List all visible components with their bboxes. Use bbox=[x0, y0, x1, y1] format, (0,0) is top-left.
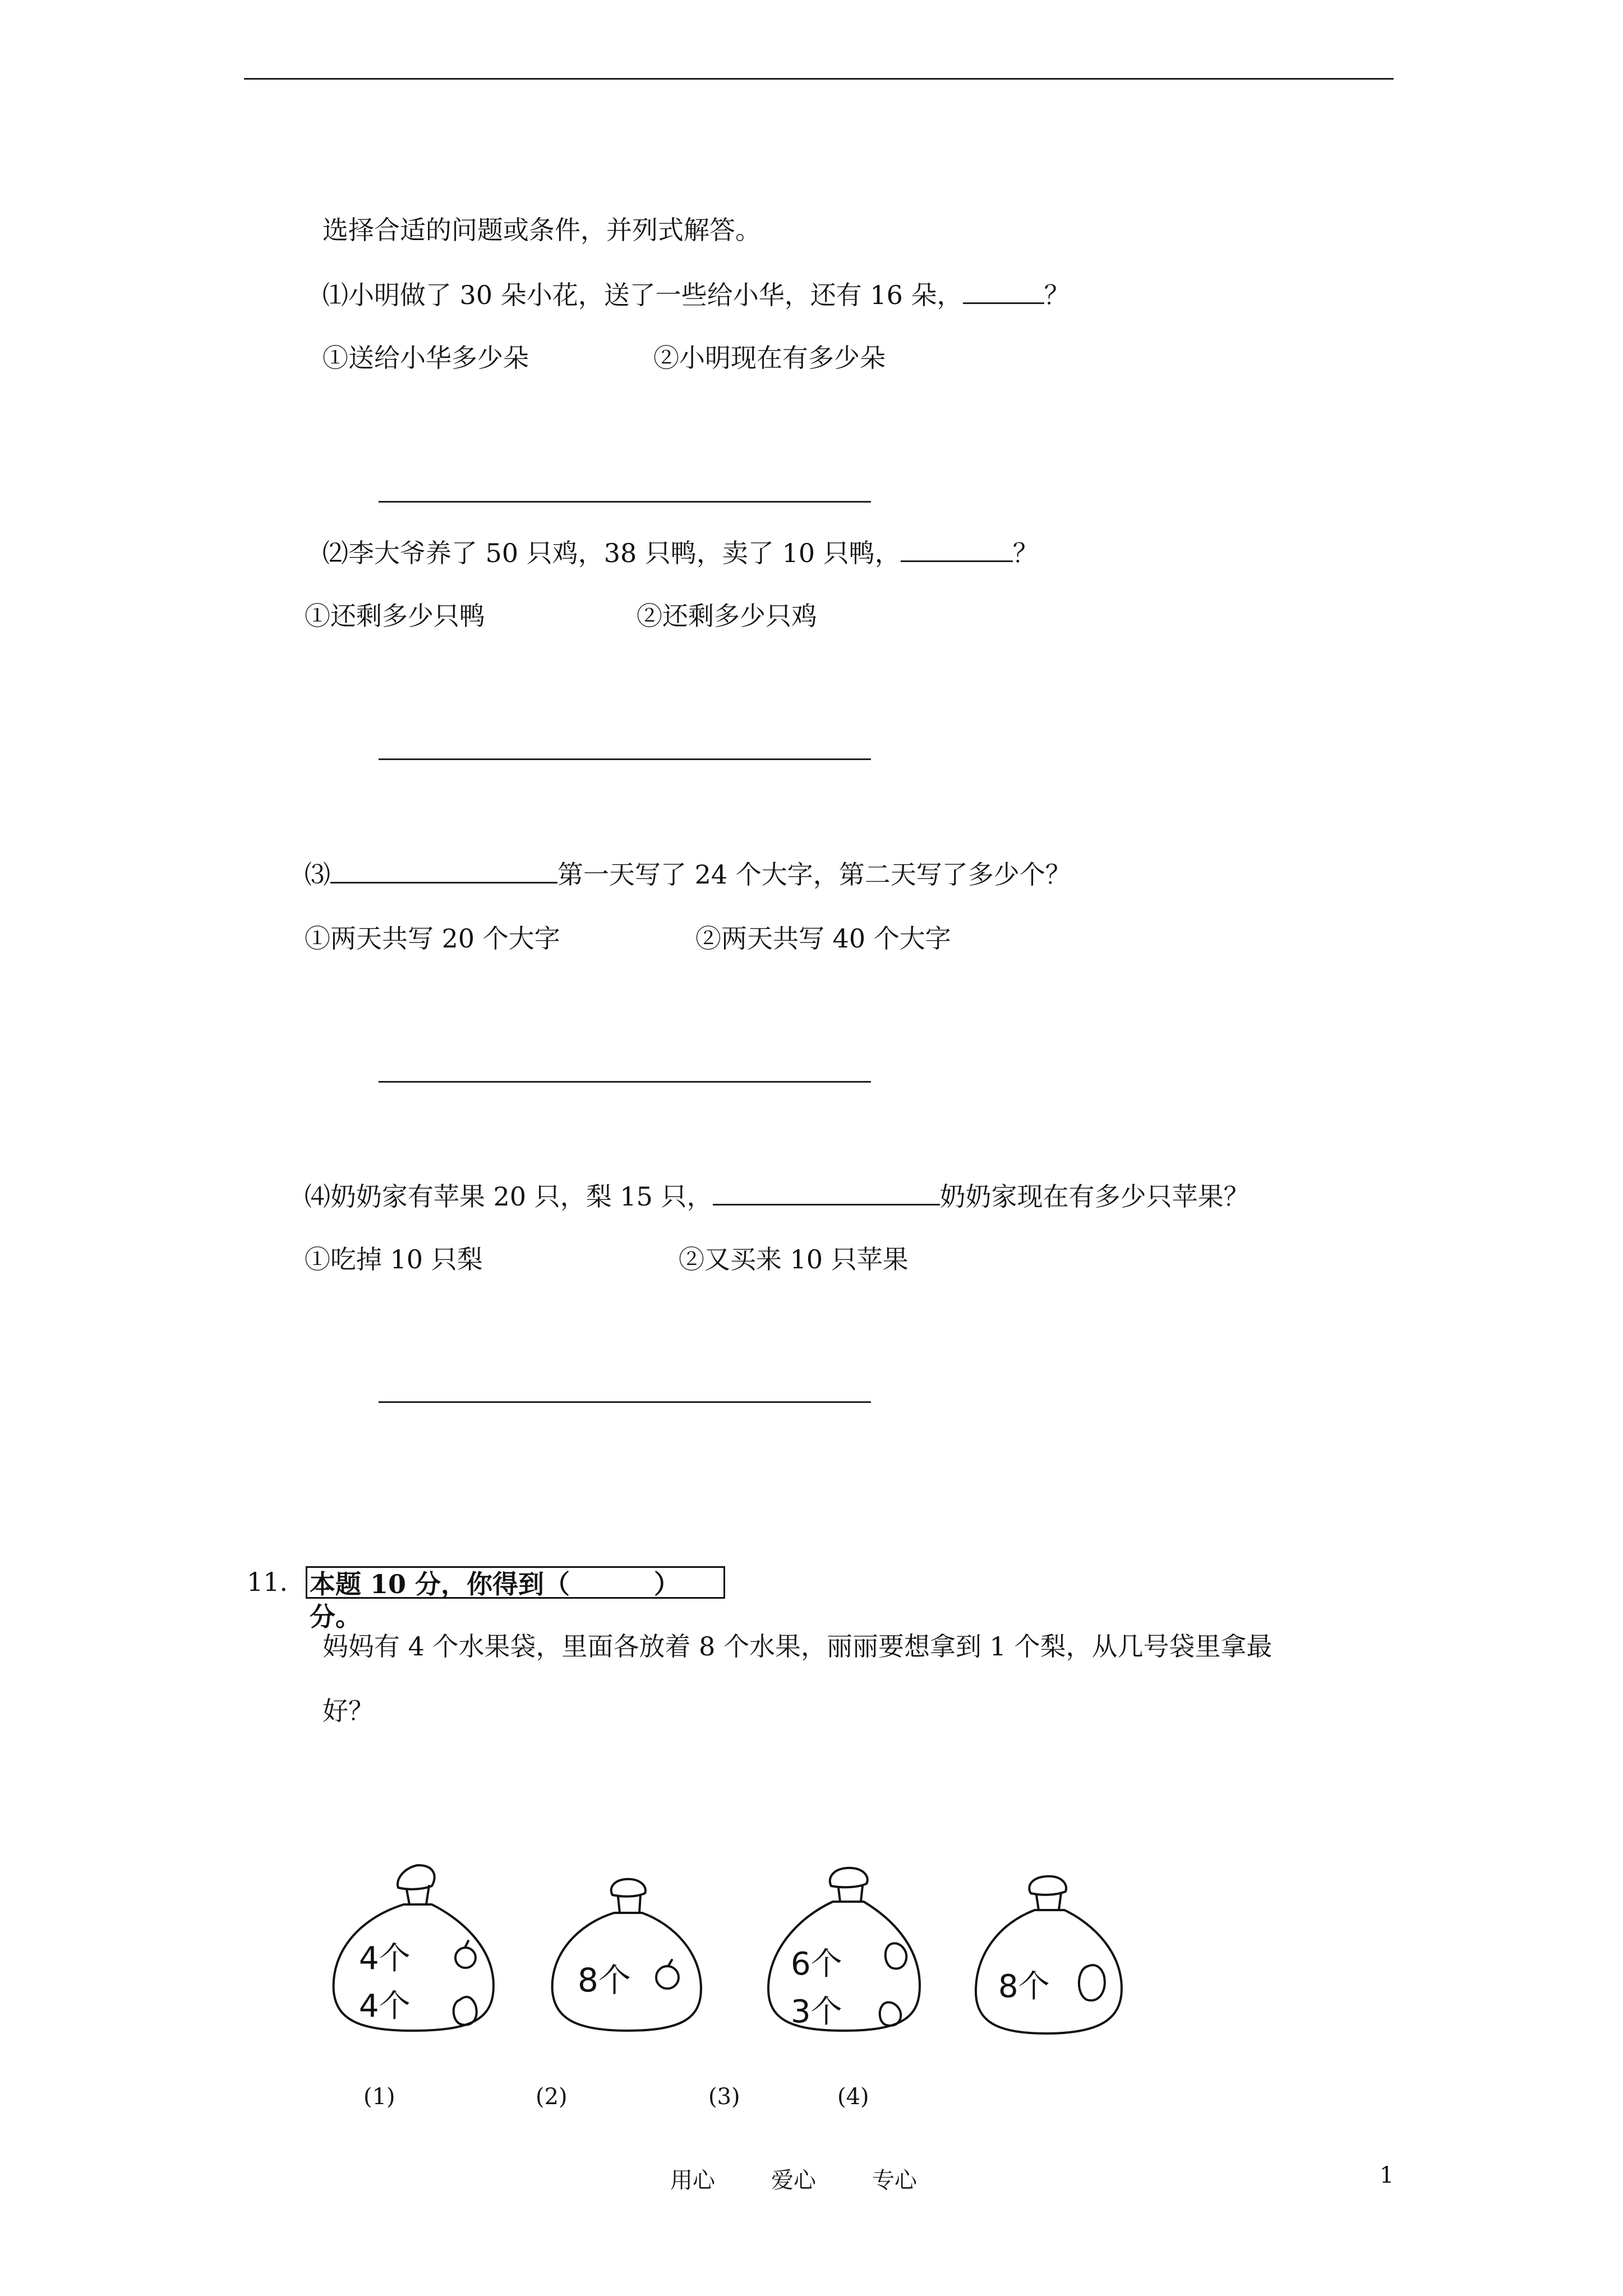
bag-label-4: (4) bbox=[837, 2084, 869, 2110]
question-3-blank[interactable] bbox=[330, 857, 557, 884]
header-rule bbox=[244, 78, 1394, 80]
bag-1-line-1: 4个 bbox=[359, 1940, 411, 1977]
score-box-text-b: ）分。 bbox=[310, 1569, 680, 1632]
question-3-text: 第一天写了 24 个大字，第二天写了多少个？ bbox=[557, 859, 1071, 890]
question-3 bbox=[305, 857, 1071, 891]
question-4-text: ⑷奶奶家有苹果 20 只，梨 15 只， bbox=[305, 1181, 713, 1212]
bag-4-line-1: 8个 bbox=[998, 1968, 1050, 2005]
answer-line-3[interactable] bbox=[379, 1081, 871, 1083]
bag-1-line-2: 4个 bbox=[359, 1988, 411, 2024]
question-3-option-2: ②两天共写 40 个大字 bbox=[695, 923, 951, 954]
score-box bbox=[306, 1566, 725, 1632]
question-3-option-1: ①两天共写 20 个大字 bbox=[305, 923, 560, 954]
question-11-line-2: 好？ bbox=[322, 1696, 374, 1726]
question-2-text: ⑵李大爷养了 50 只鸡，38 只鸭，卖了 10 只鸭， bbox=[322, 538, 901, 568]
footer-aixin: 爱心 bbox=[771, 2168, 816, 2193]
bag-3-line-1: 6个 bbox=[791, 1946, 842, 1982]
answer-line-1[interactable] bbox=[379, 501, 871, 503]
answer-line-2[interactable] bbox=[379, 758, 871, 760]
question-1-blank[interactable] bbox=[963, 278, 1044, 304]
fruit-bag-2[interactable] bbox=[552, 1879, 701, 2031]
bag-label-3: (3) bbox=[708, 2084, 740, 2110]
question-11-line-1: 妈妈有 4 个水果袋，里面各放着 8 个水果，丽丽要想拿到 1 个梨，从几号袋里拿最 bbox=[322, 1631, 1272, 1662]
fruit-bags-illustration bbox=[325, 1834, 1166, 2081]
bag-3-line-2: 3个 bbox=[791, 1994, 842, 2030]
question-2-option-2: ②还剩多少只鸡 bbox=[637, 601, 817, 631]
question-4-option-2: ②又买来 10 只苹果 bbox=[679, 1244, 909, 1274]
footer-zhuanxin: 专心 bbox=[872, 2168, 917, 2193]
instruction: 选择合适的问题或条件，并列式解答。 bbox=[322, 215, 761, 245]
question-1-end: ？ bbox=[1044, 280, 1070, 310]
question-2-blank[interactable] bbox=[901, 536, 1013, 562]
question-1 bbox=[322, 278, 1070, 312]
question-2-end: ？ bbox=[1012, 538, 1039, 568]
question-4-end: 奶奶家现在有多少只苹果？ bbox=[939, 1181, 1249, 1212]
question-11-number: 11. bbox=[247, 1567, 288, 1597]
bag-label-1: (1) bbox=[363, 2084, 395, 2110]
question-1-option-2: ②小明现在有多少朵 bbox=[653, 343, 886, 373]
footer-yongxin: 用心 bbox=[670, 2168, 715, 2193]
question-4-blank[interactable] bbox=[713, 1179, 940, 1205]
page-number: 1 bbox=[1380, 2162, 1394, 2188]
answer-line-4[interactable] bbox=[379, 1401, 871, 1403]
question-4-option-1: ①吃掉 10 只梨 bbox=[305, 1244, 483, 1274]
question-2-option-1: ①还剩多少只鸭 bbox=[305, 601, 485, 631]
bag-label-2: (2) bbox=[536, 2084, 568, 2110]
question-2 bbox=[322, 536, 1039, 570]
fruit-bag-3[interactable] bbox=[768, 1868, 920, 2031]
score-box-text-a: 本题 10 分，你得到（ bbox=[310, 1569, 570, 1599]
question-1-text: ⑴小明做了 30 朵小花，送了一些给小华，还有 16 朵， bbox=[322, 280, 963, 310]
question-3-number: ⑶ bbox=[305, 859, 330, 890]
question-4 bbox=[305, 1179, 1249, 1213]
fruit-bag-1[interactable] bbox=[334, 1865, 494, 2031]
fruit-bag-4[interactable] bbox=[976, 1876, 1122, 2033]
question-1-option-1: ①送给小华多少朵 bbox=[322, 343, 529, 373]
bag-2-line-1: 8个 bbox=[578, 1961, 631, 1999]
